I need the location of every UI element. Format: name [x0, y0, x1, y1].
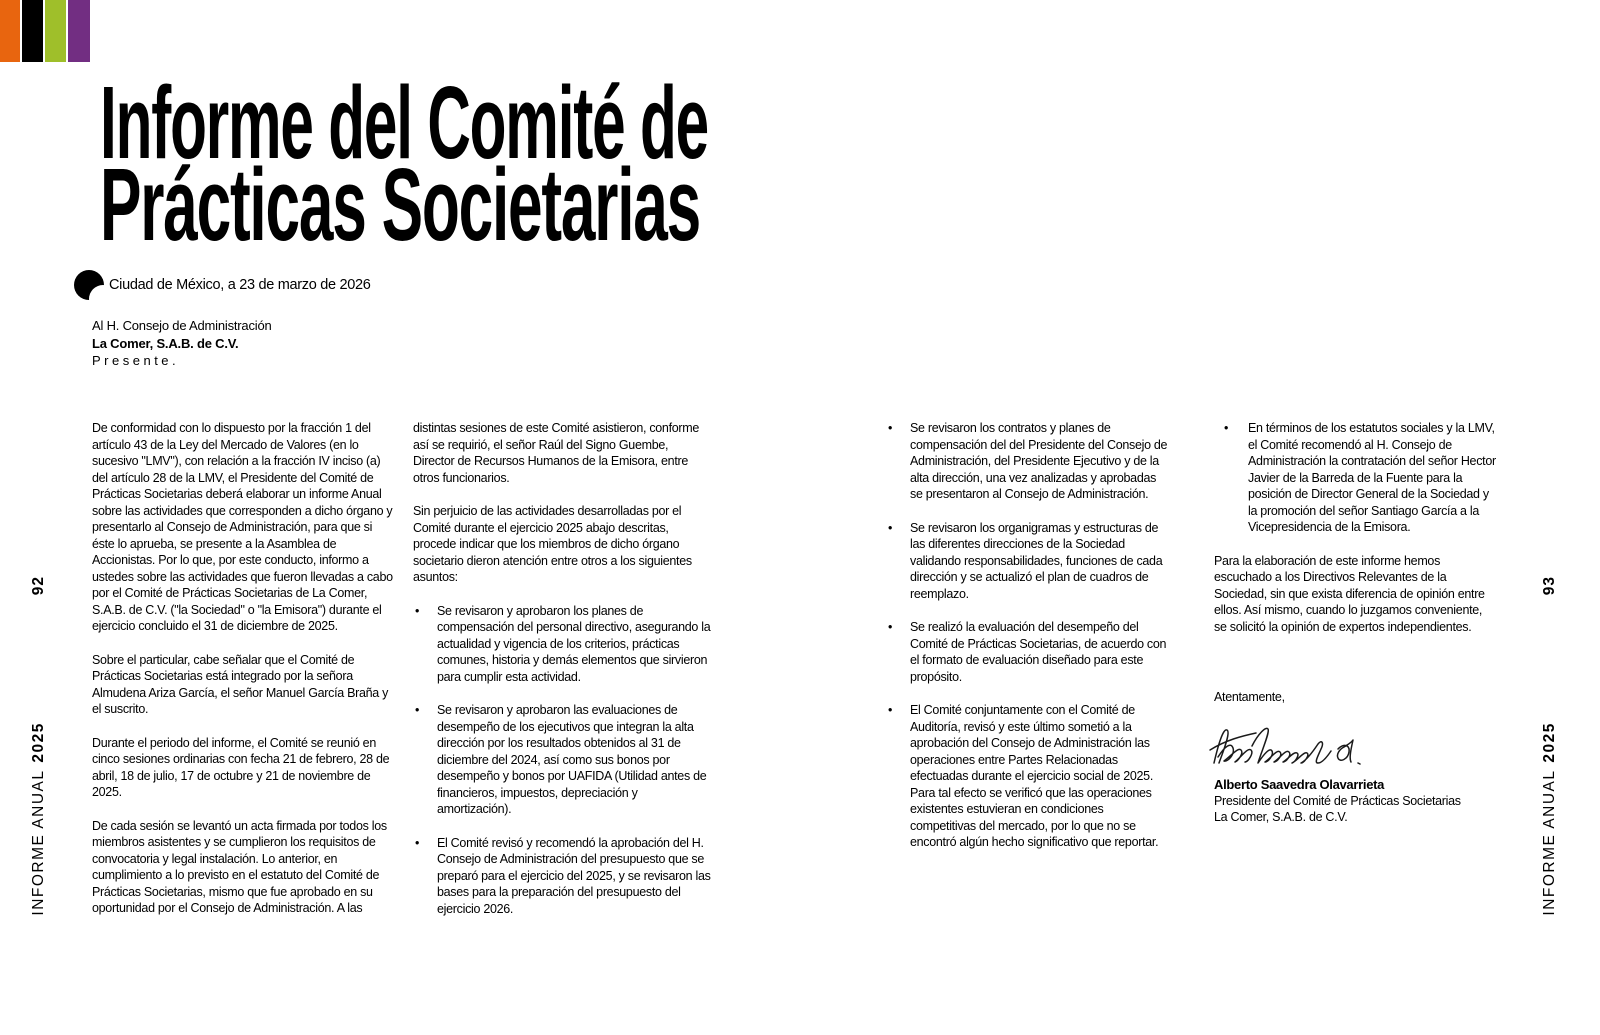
- page-title-line1: Informe del Comité de: [100, 65, 708, 180]
- body-column-4: [1214, 420, 1496, 826]
- body-column-2: [413, 420, 711, 934]
- bullet-text: El Comité conjuntamente con el Comité de Auditoría, revisó y este último sometió a la aprobación del Consejo de Administración las operaciones entre Partes Relacionadas efectuadas durante el ejercicio social de 2025. Para tal efecto se verificó que las operaciones existentes estuvieran en condiciones competitivas del mercado, por lo que no se encontró algún hecho significativo que reportar.: [910, 703, 1159, 849]
- page-number-left: 92: [30, 576, 47, 596]
- signatory-company: La Comer, S.A.B. de C.V.: [1214, 810, 1348, 824]
- bullet-item: [413, 702, 711, 818]
- signatory-title: Presidente del Comité de Prácticas Societarias: [1214, 793, 1461, 808]
- bullet-text: Se realizó la evaluación del desempeño del Comité de Prácticas Societarias, de acuerdo con el formato de evaluación diseñado para este propósito.: [910, 620, 1167, 684]
- spine-label-text: INFORME ANUAL: [1541, 769, 1558, 916]
- bullet-icon: •: [888, 703, 893, 717]
- bullet-icon: •: [888, 520, 893, 535]
- paragraph: Durante el periodo del informe, el Comité se reunió en cinco sesiones ordinarias con fecha 21 de febrero, 28 de abril, 18 de julio, 17 de octubre y 21 de noviembre de 2025.: [92, 735, 390, 799]
- bullet-text: Se revisaron los organigramas y estructuras de las diferentes direcciones de la Sociedad validando responsabilidades, funciones de cada dirección y se actualizó el plan de cuadros de reemplazo.: [910, 520, 1163, 601]
- bullet-text: Se revisaron y aprobaron los planes de compensación del personal directivo, asegurando la actualidad y vigencia de los criterios, prácticas comunes, historia y demás elementos que sirvieron para cumplir esta actividad.: [437, 603, 711, 684]
- brand-bar-purple: [68, 0, 90, 62]
- addressee-block: [92, 317, 272, 370]
- bullet-text: Se revisaron y aprobaron las evaluaciones de desempeño de los ejecutivos que integran la alta dirección por los resultados obtenidos al 31 de diciembre del 2024, así como sus bonos por desempeño y bonos por UAFIDA (Utilidad antes de financieros, impuestos, depreciación y amortización).: [437, 703, 707, 816]
- addressee-presente: Presente.: [92, 353, 180, 368]
- signature-scribble: [1208, 716, 1368, 774]
- spine-label-year: 2025: [1541, 722, 1558, 763]
- bullet-item: [413, 603, 711, 686]
- spine-label-left: [30, 722, 48, 916]
- body-column-3: [886, 420, 1168, 868]
- bullet-icon: •: [888, 620, 893, 634]
- paragraph: De cada sesión se levantó un acta firmada por todos los miembros asistentes y se cumplieron los requisitos de convocatoria y legal instalación. Lo anterior, en cumplimiento a lo previsto en el estatuto del Comité de Prácticas Societarias, mismo que fue aprobado en su oportunidad por el Consejo de Administración. A las: [92, 818, 387, 915]
- page-title: [100, 65, 740, 262]
- bullet-text: El Comité revisó y recomendó la aprobación del H. Consejo de Administración del presupuesto que se preparó para el ejercicio del 2025, y se revisaron las bases para la preparación del presupuesto del ejercicio 2026.: [437, 835, 711, 916]
- page-title-line2: Prácticas Societarias: [100, 147, 700, 262]
- bullet-icon: •: [1224, 421, 1229, 435]
- bullet-item: [1214, 420, 1496, 536]
- addressee-company: La Comer, S.A.B. de C.V.: [92, 335, 239, 351]
- bullet-item: [886, 619, 1168, 685]
- addressee-line1: Al H. Consejo de Administración: [92, 318, 272, 333]
- crescent-logo-icon: [74, 270, 104, 300]
- bullet-item: [886, 420, 1168, 503]
- signatory-name: Alberto Saavedra Olavarrieta: [1214, 776, 1385, 792]
- bullet-icon: •: [415, 703, 420, 717]
- closing-salutation: Atentamente,: [1214, 690, 1285, 704]
- paragraph: De conformidad con lo dispuesto por la fracción 1 del artículo 43 de la Ley del Mercado de Valores (en lo sucesivo "LMV"), con relación a la fracción IV inciso (a) del artículo 28 de la LMV, el Presidente del Comité de Prácticas Societarias deberá elaborar un informe Anual sobre las actividades que corresponden a dicho órgano y presentarlo al Consejo de Administración, para que si éste lo aprueba, se presente a la Asamblea de Accionistas. Por lo que, por este conducto, informo a ustedes sobre las actividades que fueron llevadas a cabo por el Comité de Prácticas Societarias de La Comer, S.A.B. de C.V. ("la Sociedad" o "la Emisora") durante el ejercicio concluido el 31 de diciembre de 2025.: [92, 421, 393, 633]
- brand-bar-green: [45, 0, 66, 62]
- brand-bar-orange: [0, 0, 20, 62]
- bullet-icon: •: [415, 603, 420, 618]
- page-number-right: 93: [1541, 576, 1558, 596]
- bullet-item: [886, 520, 1168, 603]
- bullet-item: [886, 702, 1168, 851]
- brand-color-bars: [0, 0, 90, 62]
- paragraph: Sin perjuicio de las actividades desarrolladas por el Comité durante el ejercicio 2025 abajo descritas, procede indicar que los miembros de dicho órgano societario dieron atención entre otros a los siguientes asuntos:: [413, 504, 692, 584]
- paragraph: Sobre el particular, cabe señalar que el Comité de Prácticas Societarias está integrado por la señora Almudena Ariza García, el señor Manuel García Braña y el suscrito.: [92, 652, 389, 716]
- letter-date: Ciudad de México, a 23 de marzo de 2026: [109, 277, 371, 293]
- spine-label-year: 2025: [30, 722, 47, 763]
- body-column-1: [92, 420, 394, 934]
- spine-label-text: INFORME ANUAL: [30, 769, 47, 916]
- bullet-icon: •: [888, 421, 893, 435]
- brand-bar-black: [22, 0, 43, 62]
- bullet-icon: •: [415, 835, 420, 850]
- bullet-text: Se revisaron los contratos y planes de compensación del del Presidente del Consejo de Administración, del Presidente Ejecutivo y de la alta dirección, una vez analizadas y aprobadas se presentaron al Consejo de Administración.: [910, 421, 1168, 501]
- paragraph: Para la elaboración de este informe hemos escuchado a los Directivos Relevantes de la Sociedad, sin que exista diferencia de opinión entre ellos. Así mismo, cuando lo juzgamos conveniente, se solicitó la opinión de expertos independientes.: [1214, 553, 1485, 634]
- spine-label-right: [1541, 722, 1559, 916]
- paragraph: distintas sesiones de este Comité asistieron, conforme así se requirió, el señor Raúl del Signo Guembe, Director de Recursos Humanos de la Emisora, entre otros funcionarios.: [413, 421, 700, 485]
- bullet-item: [413, 835, 711, 918]
- bullet-text: En términos de los estatutos sociales y la LMV, el Comité recomendó al H. Consejo de Administración la contratación del señor Hector Javier de la Barreda de la Fuente para la posición de Director General de la Sociedad y la promoción del señor Santiago García a la Vicepresidencia de la Emisora.: [1248, 421, 1496, 534]
